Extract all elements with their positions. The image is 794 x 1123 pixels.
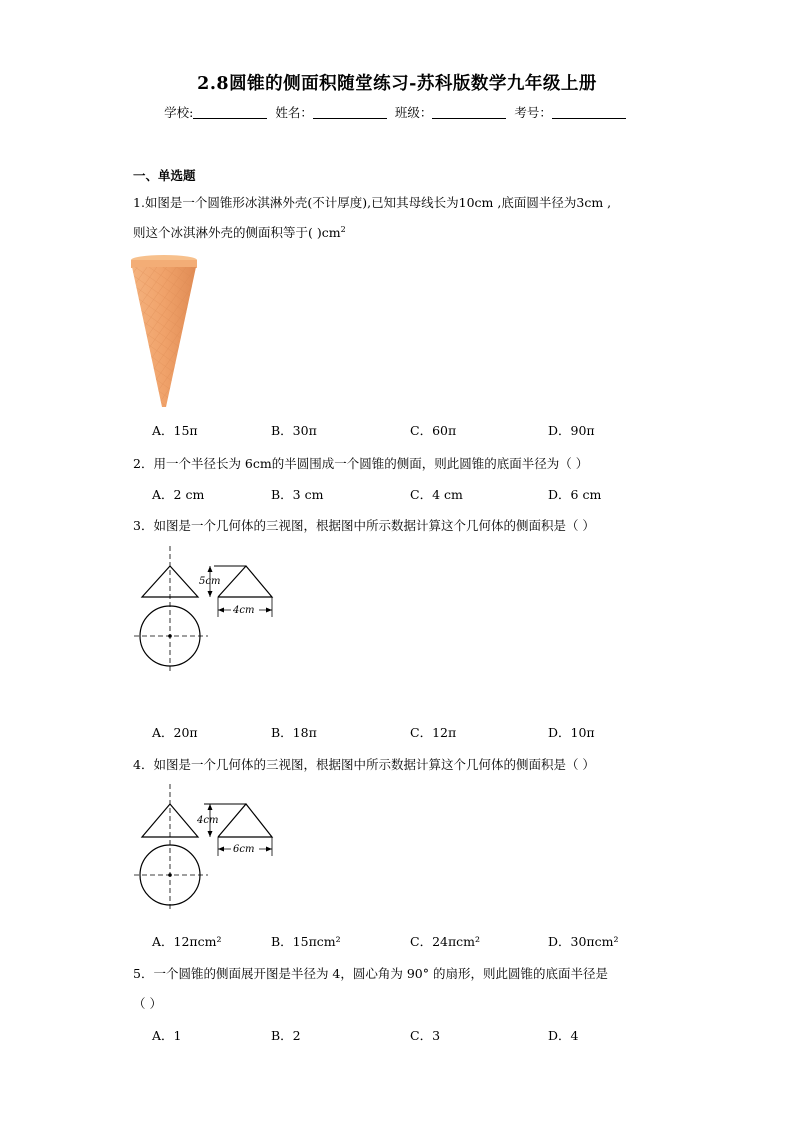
section-heading: 一、单选题 xyxy=(133,168,196,183)
q3-option-a[interactable]: A．20π xyxy=(152,725,198,740)
q1-line2-text: 则这个冰淇淋外壳的侧面积等于( )cm xyxy=(133,225,341,240)
page-title: 2.8圆锥的侧面积随堂练习-苏科版数学九年级上册 xyxy=(197,74,597,94)
q4-option-d[interactable]: D．30πcm² xyxy=(548,934,619,949)
q4-height-arrow-bottom xyxy=(208,831,213,837)
q1-line1: 1.如图是一个圆锥形冰淇淋外壳(不计厚度),已知其母线长为10cm ,底面圆半径为3cm , xyxy=(133,195,612,210)
q5-option-b[interactable]: B．2 xyxy=(271,1028,301,1043)
q5-option-a[interactable]: A．1 xyxy=(152,1028,182,1043)
q4-option-c[interactable]: C．24πcm² xyxy=(410,934,481,949)
q3-side-view xyxy=(218,566,272,597)
q3-option-d[interactable]: D．10π xyxy=(548,725,595,740)
q5-line1: 5．一个圆锥的侧面展开图是半径为 4，圆心角为 90° 的扇形，则此圆锥的底面半径是 xyxy=(133,966,608,981)
q3-height-arrow-top xyxy=(208,566,213,572)
q2-option-b[interactable]: B．3 cm xyxy=(271,487,324,502)
q4-width-label: 6cm xyxy=(233,844,255,855)
q3-option-b[interactable]: B．18π xyxy=(271,725,317,740)
q4-three-view-diagram xyxy=(130,782,280,912)
q4-side-view xyxy=(218,804,272,837)
class-label: 班级： xyxy=(394,105,433,120)
q3-width-label: 4cm xyxy=(233,605,255,616)
q3-height-arrow-bottom xyxy=(208,591,213,597)
q1-option-d[interactable]: D．90π xyxy=(548,423,595,438)
q4-option-b[interactable]: B．15πcm² xyxy=(271,934,341,949)
q3-height-label: 5cm xyxy=(199,576,221,587)
q4-width-arrow-left xyxy=(218,847,224,852)
school-blank[interactable] xyxy=(193,105,267,119)
ice-cream-cone-image xyxy=(128,252,200,412)
q4-option-a[interactable]: A．12πcm² xyxy=(152,934,222,949)
q1-line2-sup: 2 xyxy=(340,224,346,234)
q3-width-arrow-left xyxy=(218,608,224,613)
q2-option-c[interactable]: C．4 cm xyxy=(410,487,463,502)
q3-width-arrow-right xyxy=(266,608,272,613)
q4-height-label: 4cm xyxy=(197,815,219,826)
q4-height-arrow-top xyxy=(208,804,213,810)
school-label: 学校: xyxy=(164,105,194,120)
q5-line2: （ ） xyxy=(133,996,162,1011)
number-label: 考号： xyxy=(514,105,552,120)
q1-option-b[interactable]: B．30π xyxy=(271,423,317,438)
q1-option-a[interactable]: A．15π xyxy=(152,423,198,438)
q2-text: 2．用一个半径长为 6cm的半圆围成一个圆锥的侧面，则此圆锥的底面半径为（ ） xyxy=(133,456,589,471)
student-info-line xyxy=(0,103,794,121)
class-blank[interactable] xyxy=(432,105,506,119)
name-blank[interactable] xyxy=(313,105,387,119)
q5-option-d[interactable]: D．4 xyxy=(548,1028,579,1043)
number-blank[interactable] xyxy=(552,105,626,119)
q2-option-a[interactable]: A．2 cm xyxy=(152,487,205,502)
q1-line2 xyxy=(133,223,346,241)
q3-option-c[interactable]: C．12π xyxy=(410,725,457,740)
q1-option-c[interactable]: C．60π xyxy=(410,423,457,438)
name-label: 姓名： xyxy=(275,105,313,120)
q2-option-d[interactable]: D．6 cm xyxy=(548,487,602,502)
q4-width-arrow-right xyxy=(266,847,272,852)
q3-three-view-diagram xyxy=(130,544,280,674)
q4-text: 4．如图是一个几何体的三视图，根据图中所示数据计算这个几何体的侧面积是（ ） xyxy=(133,757,595,772)
q3-text: 3．如图是一个几何体的三视图，根据图中所示数据计算这个几何体的侧面积是（ ） xyxy=(133,518,595,533)
q5-option-c[interactable]: C．3 xyxy=(410,1028,441,1043)
